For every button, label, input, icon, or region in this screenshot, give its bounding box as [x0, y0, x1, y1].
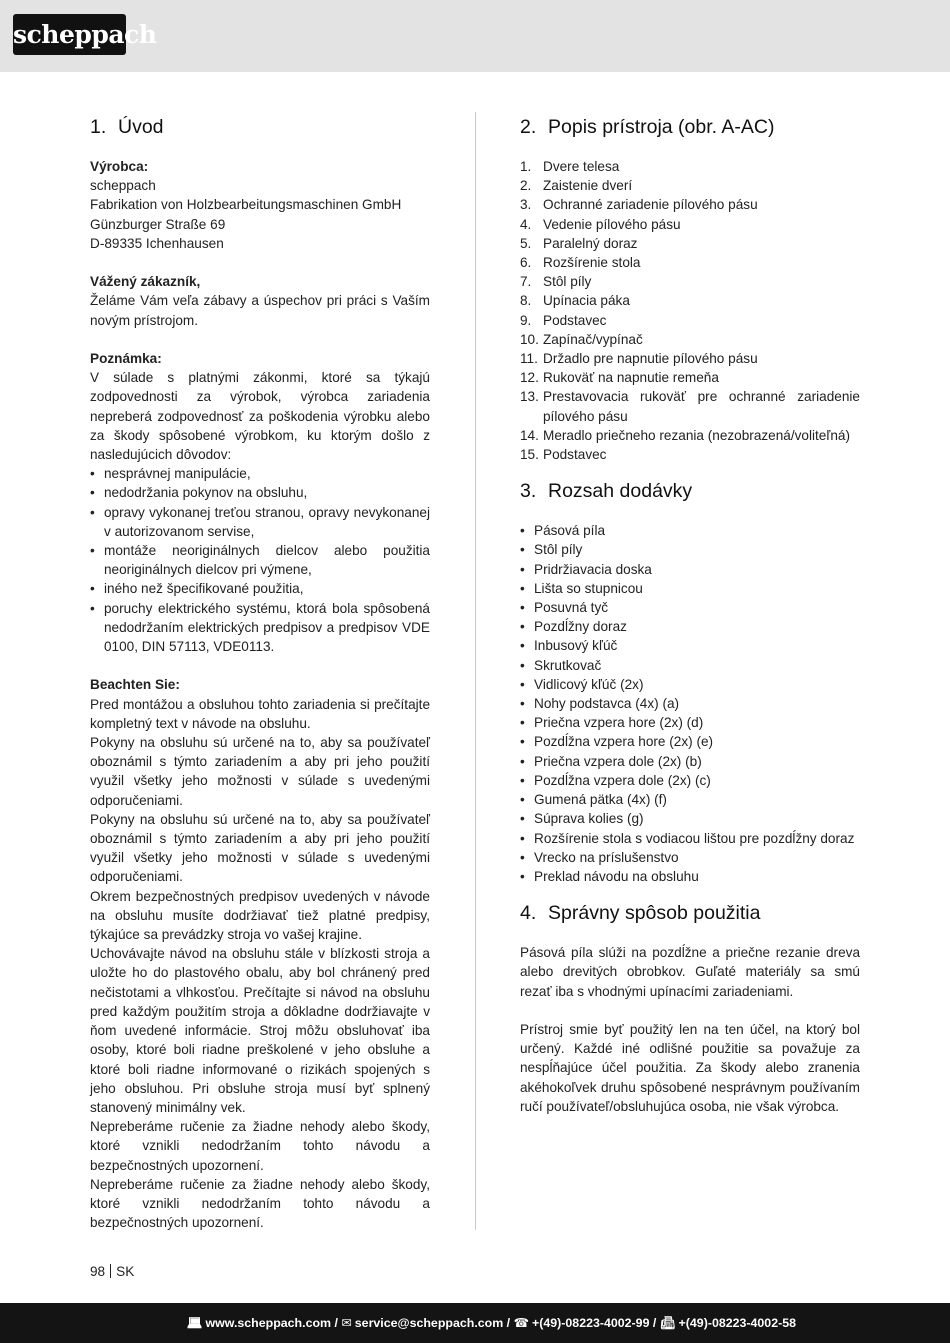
contact-info: [187, 1303, 796, 1343]
section-number: 3.: [520, 480, 537, 503]
list-item: 8. Upínacia páka: [520, 293, 630, 309]
list-item: • Priečna vzpera dole (2x) (b): [520, 753, 702, 769]
section-number: 4.: [520, 902, 537, 925]
section-1-heading: [90, 112, 430, 142]
list-item: • Priečna vzpera hore (2x) (d): [520, 715, 704, 731]
list-item: 6. Rozšírenie stola: [520, 255, 641, 271]
section-number: 1.: [90, 116, 107, 138]
header-bar: [0, 0, 950, 72]
list-item: • Stôl píly: [520, 542, 583, 558]
list-item: 3. Ochranné zariadenie pílového pásu: [520, 197, 758, 213]
note-label: Poznámka:: [90, 351, 162, 366]
beachten-paragraph: Uchovávajte návod na obsluhu stále v blízkosti stroja a uložte ho do plastového obalu, aby bol chránený pred nečistotami a vlhkosťou. Prečítajte si návod na obsluhu pred každým použitím stroja a dôkladne dodržiavajte v ňom uvedené informácie. Stroj môžu obsluhovať iba osoby, ktoré boli riadne preškolené v jeho obsluhe a ktoré boli riadne informované o rizikách spojených s jeho obsluhou. Pri obsluhe stroja musí byť splnený stanovený minimálny vek.: [90, 946, 430, 1115]
left-column: [90, 112, 430, 1232]
language-code: SK: [116, 1264, 135, 1279]
section-title: Popis prístroja (obr. A-AC): [548, 116, 775, 138]
list-item: • Nohy podstavca (4x) (a): [520, 696, 680, 712]
column-divider: [475, 112, 476, 1230]
section-number: 2.: [520, 116, 537, 138]
list-item: 14. Meradlo priečneho rezania (nezobrazená/voliteľná): [520, 427, 850, 443]
list-item: • nesprávnej manipulácie,: [90, 466, 251, 482]
section-3-heading: [520, 476, 860, 506]
page-number: 98: [90, 1264, 106, 1279]
footer-bar: [0, 1303, 950, 1343]
list-item: 1. Dvere telesa: [520, 159, 620, 174]
list-item: • Súprava kolies (g): [520, 811, 644, 827]
list-item: 10. Zapínač/vypínač: [520, 331, 643, 347]
scheppach-logo: scheppach: [13, 14, 126, 55]
list-item: • Posuvná tyč: [520, 600, 609, 616]
list-item: • Vrecko na príslušenstvo: [520, 849, 679, 865]
list-item: • Pásová píla: [520, 523, 606, 539]
manufacturer-line: Günzburger Straße 69: [90, 216, 226, 232]
beachten-paragraph: Pokyny na obsluhu sú určené na to, aby sa používateľ oboznámil s týmto zariadením a aby pri jeho použití využil všetky jeho možnosti v súlade s uvedenými odporučeniami.: [90, 735, 430, 808]
list-item: • Vidlicový kľúč (2x): [520, 676, 644, 692]
list-item: 7. Stôl píly: [520, 274, 592, 290]
device-parts-list: [520, 157, 860, 464]
list-item: • montáže neoriginálnych dielcov alebo použitia neoriginálnych dielcov pri výmene,: [90, 543, 430, 578]
mail-icon: ✉: [341, 1316, 352, 1330]
list-item: • Gumená pätka (4x) (f): [520, 792, 667, 808]
list-item: • iného než špecifikované použitia,: [90, 581, 304, 597]
list-item: • Pridržiavacia doska: [520, 561, 652, 577]
section-2-heading: [520, 112, 860, 142]
fax-number: +(49)-08223-4002-58: [678, 1316, 796, 1330]
fax-icon: 📠︎: [659, 1316, 676, 1330]
manufacturer-line: Fabrikation von Holzbearbeitungsmaschinen GmbH: [90, 197, 402, 213]
list-item: • Pozdĺžna vzpera dole (2x) (c): [520, 772, 711, 788]
list-item: • Pozdĺžna vzpera hore (2x) (e): [520, 734, 714, 750]
computer-icon: 💻︎: [186, 1316, 203, 1330]
beachten-paragraph: Pred montážou a obsluhou tohto zariadenia si prečítajte kompletný text v návode na obsluhu.: [90, 696, 430, 731]
list-item: 4. Vedenie pílového pásu: [520, 216, 681, 232]
beachten-paragraph: Nepreberáme ručenie za žiadne nehody alebo škody, ktoré vznikli nedodržaním tohto návodu a bezpečnostných upozornení.: [90, 1119, 430, 1173]
phone-number: +(49)-08223-4002-99 /: [532, 1316, 657, 1330]
usage-paragraph: Prístroj smie byť použitý len na ten účel, na ktorý bol určený. Každé iné odlišné použitie sa považuje za nespĺňajúce účel použitia. Za škody alebo zranenia akéhokoľvek druhu spôsobené nesprávnym používaním ručí používateľ/obsluhujúca osoba, nie však výrobca.: [520, 1021, 860, 1114]
list-item: 13. Prestavovacia rukoväť pre ochranné zariadenie pílového pásu: [520, 389, 860, 424]
list-item: 9. Podstavec: [520, 312, 607, 328]
manufacturer-line: scheppach: [90, 178, 156, 194]
list-item: • Skrutkovač: [520, 657, 602, 673]
list-item: 12. Rukoväť na napnutie remeňa: [520, 370, 719, 386]
section-title: Rozsah dodávky: [548, 480, 693, 503]
delivery-scope-list: [520, 521, 860, 886]
beachten-label: Beachten Sie:: [90, 677, 180, 693]
list-item: 5. Paralelný doraz: [520, 235, 638, 251]
page-number-label: [90, 1264, 134, 1279]
usage-paragraph: Pásová píla slúži na pozdĺžne a priečne rezanie dreva alebo drevitých obrobkov. Guľaté materiály sa smú rezať iba s vhodnými upínacími zariadeniami.: [520, 945, 860, 999]
manufacturer-line: D-89335 Ichenhausen: [90, 235, 224, 251]
right-column: [520, 112, 860, 1116]
section-4-heading: [520, 898, 860, 928]
beachten-paragraph: Nepreberáme ručenie za žiadne nehody alebo škody, ktoré vznikli nedodržaním tohto návodu a bezpečnostných upozornení.: [90, 1176, 430, 1231]
note-text: V súlade s platnými zákonmi, ktoré sa týkajú zodpovednosti za výrobok, výrobca zariadenia nepreberá zodpovednosť za poškodenia výrobku alebo za škody spôsobené výrobkom, ku ktorým došlo z nasledujúcich dôvodov:: [90, 370, 430, 463]
list-item: • opravy vykonanej treťou stranou, opravy nevykonanej v autorizovanom servise,: [90, 504, 430, 539]
list-item: • nedodržania pokynov na obsluhu,: [90, 485, 308, 501]
list-item: • Rozšírenie stola s vodiacou lištou pre pozdĺžny doraz: [520, 830, 855, 846]
beachten-paragraph: Pokyny na obsluhu sú určené na to, aby sa používateľ oboznámil s týmto zariadením a aby pri jeho použití využil všetky jeho možnosti v súlade s uvedenými odporučeniami.: [90, 811, 430, 885]
list-item: • Pozdĺžny doraz: [520, 619, 627, 635]
list-item: • Lišta so stupnicou: [520, 580, 643, 596]
list-item: • Preklad návodu na obsluhu: [520, 868, 699, 884]
list-item: • poruchy elektrického systému, ktorá bola spôsobená nedodržaním elektrických predpisov a predpisov VDE 0100, DIN 57113, VDE0113.: [90, 600, 430, 655]
customer-text: Želáme Vám veľa zábavy a úspechov pri práci s Vaším novým prístrojom.: [90, 293, 430, 328]
website-link[interactable]: www.scheppach.com /: [205, 1316, 338, 1330]
section-title: Úvod: [118, 116, 164, 138]
customer-label: Vážený zákazník,: [90, 274, 201, 290]
list-item: 2. Zaistenie dverí: [520, 178, 633, 194]
manufacturer-label: Výrobca:: [90, 159, 149, 174]
list-item: 15. Podstavec: [520, 447, 607, 463]
beachten-paragraph: Okrem bezpečnostných predpisov uvedených v návode na obsluhu musíte dodržiavať tiež platné predpisy, týkajúce sa prevádzky stroja vo vašej krajine.: [90, 888, 430, 943]
note-list: [90, 464, 430, 656]
phone-icon: ☎: [513, 1316, 530, 1330]
list-item: 11. Držadlo pre napnutie pílového pásu: [520, 351, 758, 367]
list-item: • Inbusový kľúč: [520, 638, 618, 654]
section-title: Správny spôsob použitia: [548, 902, 761, 925]
email-link[interactable]: service@scheppach.com /: [354, 1316, 511, 1330]
